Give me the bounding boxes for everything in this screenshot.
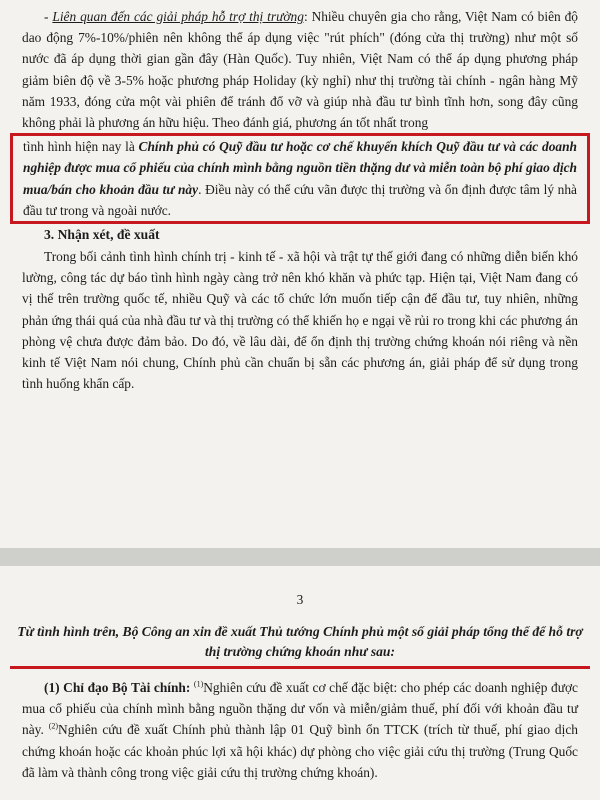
page-break: [0, 548, 600, 566]
item-1-paragraph: [22, 677, 578, 783]
list-dash: -: [44, 9, 49, 24]
item-1-text-1: Nghiên cứu đề xuất cơ chế đặc biệt: cho phép các doanh nghiệp được mua cổ phiếu của chính mình bằng nguồn thặng dư vốn và miễn/giảm thuế, phí đối với khoản đầu tư này.: [22, 680, 578, 738]
proposal-heading: Từ tình hình trên, Bộ Công an xin đề xuất Thủ tướng Chính phủ một số giải pháp tổng thể để hỗ trợ thị trường chứng khoán như sau:: [10, 622, 590, 669]
document-page-bottom: [0, 566, 600, 800]
item-1-text-2: Nghiên cứu đề xuất Chính phủ thành lập 01 Quỹ bình ổn TTCK (trích từ thuế, phí giao dịch chứng khoán hoặc các khoản phúc lợi xã hội khác) dự phòng cho việc giải cứu thị trường (Trung Quốc đã làm và thành công trong việc giải cứu thị trường chứng khoán).: [22, 722, 578, 780]
item-1-sup-2: (2): [48, 721, 59, 731]
section-3-heading: 3. Nhận xét, đề xuất: [44, 227, 160, 243]
highlight-paragraph: [23, 136, 577, 221]
page-number: 3: [296, 592, 304, 607]
market-support-title: Liên quan đến các giải pháp hỗ trợ thị trường: [52, 9, 304, 24]
item-1-label: (1) Chỉ đạo Bộ Tài chính:: [44, 680, 191, 695]
market-support-text: : Nhiều chuyên gia cho rằng, Việt Nam có biên độ dao động 7%-10%/phiên nên không thể áp dụng việc "rút phích" (đóng cửa thị trường) như một số nước đã áp dụng thời gian gần đây (Hàn Quốc). Tuy nhiên, Việt Nam có thể áp dụng phương pháp giảm biên độ về 3-5% hoặc phương pháp Holiday (kỳ nghỉ) như thị trường tài chính - ngân hàng Mỹ năm 1933, đóng cửa một vài phiên để tránh đổ vỡ và giúp nhà đầu tư bình tĩnh hơn, song đây cũng không phải là phương án hữu hiệu. Theo đánh giá, phương án tốt nhất trong: [22, 9, 578, 131]
market-support-paragraph: [22, 6, 578, 133]
highlight-bold-text: Chính phủ có Quỹ đầu tư hoặc cơ chế khuyến khích Quỹ đầu tư và các doanh nghiệp được mua cổ phiếu của chính mình bằng nguồn tiền thặng dư và miễn toàn bộ phí giao dịch mua/bán cho khoản đầu tư này: [23, 139, 577, 197]
section-3-paragraph: Trong bối cảnh tình hình chính trị - kinh tế - xã hội và trật tự thế giới đang có những diễn biến khó lường, công tác dự báo tình hình ngày càng trở nên khó khăn và phức tạp. Hiện tại, Việt Nam đang có vị thế trên trường quốc tế, nhiều Quỹ và các tổ chức lớn muốn tiếp cận để đầu tư, tuy nhiên, những phản ứng thái quá của nhà đầu tư và thị trường có thể khiến họ e ngại về rủi ro trong khi các phương án phòng vệ chưa được đảm bảo. Do đó, về lâu dài, để ổn định thị trường chứng khoán nói riêng và nền kinh tế Việt Nam nói chung, Chính phủ cần chuẩn bị sẵn các phương án, giải pháp để sử dụng trong tình huống khẩn cấp.: [22, 249, 578, 392]
highlight-tail: . Điều này có thể cứu vãn được thị trường và ổn định được tâm lý nhà đầu tư trong và ngoài nước.: [23, 181, 577, 218]
highlight-lead: tình hình hiện nay là: [23, 139, 139, 155]
highlight-box: [10, 133, 590, 224]
item-1-sup-1: (1): [193, 679, 204, 689]
